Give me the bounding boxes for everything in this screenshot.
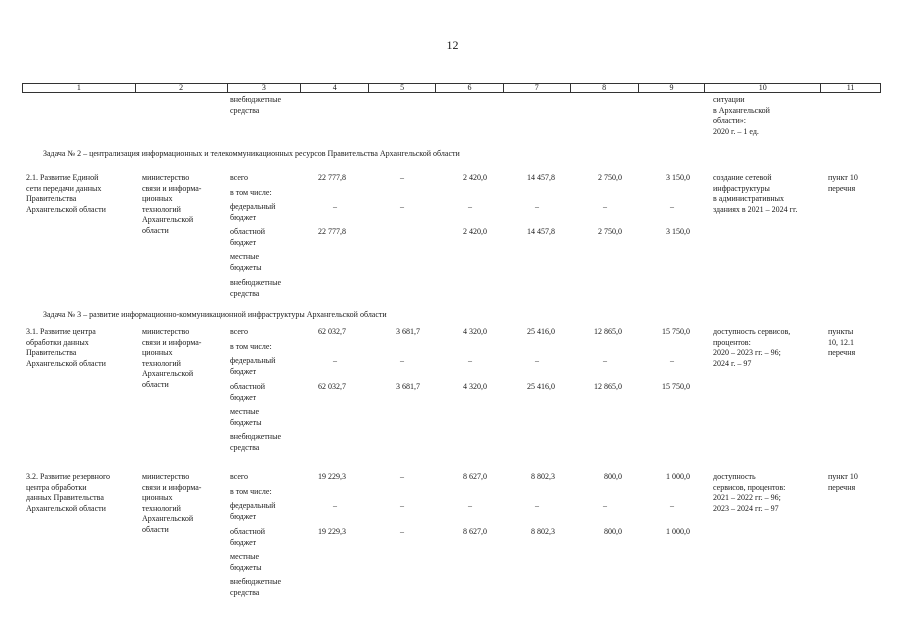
funding-local-label: местные бюджеты: [230, 407, 262, 427]
federal-amount-2024: –: [670, 356, 674, 365]
column-header-1: 1: [76, 83, 81, 92]
activity-name: 2.1. Развитие Единой сети передачи данных Правительства Архангельской области: [26, 173, 106, 214]
funding-total-label: всего: [230, 327, 249, 336]
column-header-11: 11: [820, 84, 880, 92]
total-amount: 62 032,7: [318, 327, 346, 336]
regional-amount-2022: 25 416,0: [527, 382, 555, 391]
regional-total-amount: 62 032,7: [318, 382, 346, 391]
column-header-10: 10: [704, 84, 820, 92]
column-header-6: 6: [435, 84, 503, 92]
funding-extra-label: внебюджетные средства: [230, 278, 281, 298]
amount-2023: 800,0: [604, 472, 622, 481]
continuation-expected-result: ситуации в Архангельской области»: 2020 г. – 1 ед.: [713, 95, 770, 136]
activity-name: 3.2. Развитие резервного центра обработки данных Правительства Архангельской области: [26, 472, 111, 513]
reference: пункт 10 перечня: [828, 173, 858, 193]
activity-name: 3.1. Развитие центра обработки данных Правительства Архангельской области: [26, 327, 106, 368]
funding-local-label: местные бюджеты: [230, 252, 262, 272]
amount-2020: 3 681,7: [396, 327, 420, 336]
funding-federal-label: федеральный бюджет: [230, 202, 276, 222]
regional-amount-2024: 15 750,0: [662, 382, 690, 391]
regional-total-amount: 22 777,8: [318, 227, 346, 236]
amount-2023: 12 865,0: [594, 327, 622, 336]
amount-2023: 2 750,0: [598, 173, 622, 182]
activity-executor: министерство связи и информа- ционных технологий Архангельской области: [142, 327, 202, 389]
amount-2022: 25 416,0: [527, 327, 555, 336]
federal-amount-2022: –: [535, 356, 539, 365]
amount-2020: –: [400, 472, 404, 481]
federal-amount-2023: –: [603, 501, 607, 510]
activity-executor: министерство связи и информа- ционных технологий Архангельской области: [142, 173, 202, 235]
federal-amount-2021: –: [468, 356, 472, 365]
amount-2021: 4 320,0: [463, 327, 487, 336]
task-heading: Задача № 3 – развитие информационно-коммуникационной инфраструктуры Архангельской области: [43, 310, 387, 319]
federal-amount-2022: –: [535, 202, 539, 211]
federal-amount-2024: –: [670, 202, 674, 211]
total-amount: 19 229,3: [318, 472, 346, 481]
reference: пункты 10, 12.1 перечня: [828, 327, 856, 357]
federal-amount-2020: –: [400, 356, 404, 365]
federal-total-amount: –: [333, 501, 337, 510]
regional-total-amount: 19 229,3: [318, 527, 346, 536]
continuation-funding-source: внебюджетные средства: [230, 95, 281, 115]
funding-local-label: местные бюджеты: [230, 552, 262, 572]
federal-amount-2023: –: [603, 202, 607, 211]
funding-extra-label: внебюджетные средства: [230, 432, 281, 452]
regional-amount-2021: 4 320,0: [463, 382, 487, 391]
federal-amount-2022: –: [535, 501, 539, 510]
column-header-9: 9: [638, 84, 705, 92]
regional-amount-2021: 8 627,0: [463, 527, 487, 536]
funding-extra-label: внебюджетные средства: [230, 577, 281, 597]
funding-total-label: всего: [230, 472, 249, 481]
amount-2024: 1 000,0: [666, 472, 690, 481]
amount-2024: 3 150,0: [666, 173, 690, 182]
task-heading: Задача № 2 – централизация информационных и телекоммуникационных ресурсов Правительства Архангельской области: [43, 149, 460, 158]
funding-incl-label: в том числе:: [230, 487, 272, 496]
federal-total-amount: –: [333, 356, 337, 365]
regional-amount-2020: –: [400, 527, 404, 536]
column-header-3: 3: [227, 84, 301, 92]
federal-total-amount: –: [333, 202, 337, 211]
amount-2022: 8 802,3: [531, 472, 555, 481]
table-header-row: [22, 83, 881, 93]
funding-incl-label: в том числе:: [230, 188, 272, 197]
regional-amount-2023: 2 750,0: [598, 227, 622, 236]
federal-amount-2021: –: [468, 501, 472, 510]
regional-amount-2020: 3 681,7: [396, 382, 420, 391]
total-amount: 22 777,8: [318, 173, 346, 182]
federal-amount-2023: –: [603, 356, 607, 365]
federal-amount-2020: –: [400, 202, 404, 211]
funding-federal-label: федеральный бюджет: [230, 501, 276, 521]
federal-amount-2021: –: [468, 202, 472, 211]
funding-regional-label: областной бюджет: [230, 382, 266, 402]
federal-amount-2020: –: [400, 501, 404, 510]
amount-2022: 14 457,8: [527, 173, 555, 182]
regional-amount-2022: 14 457,8: [527, 227, 555, 236]
regional-amount-2021: 2 420,0: [463, 227, 487, 236]
amount-2021: 2 420,0: [463, 173, 487, 182]
regional-amount-2024: 1 000,0: [666, 527, 690, 536]
column-header-4: 4: [300, 84, 368, 92]
reference: пункт 10 перечня: [828, 472, 858, 492]
regional-amount-2024: 3 150,0: [666, 227, 690, 236]
federal-amount-2024: –: [670, 501, 674, 510]
regional-amount-2023: 800,0: [604, 527, 622, 536]
page-number: 12: [446, 38, 459, 52]
expected-result: доступность сервисов, процентов: 2020 – 2023 гг. – 96; 2024 г. – 97: [713, 327, 791, 368]
activity-executor: министерство связи и информа- ционных технологий Архангельской области: [142, 472, 202, 534]
amount-2020: –: [400, 173, 404, 182]
column-header-2: 2: [135, 84, 227, 92]
regional-amount-2023: 12 865,0: [594, 382, 622, 391]
amount-2021: 8 627,0: [463, 472, 487, 481]
expected-result: создание сетевой инфраструктуры в административных зданиях в 2021 – 2024 гг.: [713, 173, 798, 214]
funding-incl-label: в том числе:: [230, 342, 272, 351]
column-header-8: 8: [570, 84, 638, 92]
column-header-5: 5: [368, 84, 435, 92]
amount-2024: 15 750,0: [662, 327, 690, 336]
regional-amount-2022: 8 802,3: [531, 527, 555, 536]
funding-federal-label: федеральный бюджет: [230, 356, 276, 376]
column-header-7: 7: [503, 84, 570, 92]
funding-regional-label: областной бюджет: [230, 527, 266, 547]
expected-result: доступность сервисов, процентов: 2021 – 2022 гг. – 96; 2023 – 2024 гг. – 97: [713, 472, 786, 513]
funding-total-label: всего: [230, 173, 249, 182]
funding-regional-label: областной бюджет: [230, 227, 266, 247]
